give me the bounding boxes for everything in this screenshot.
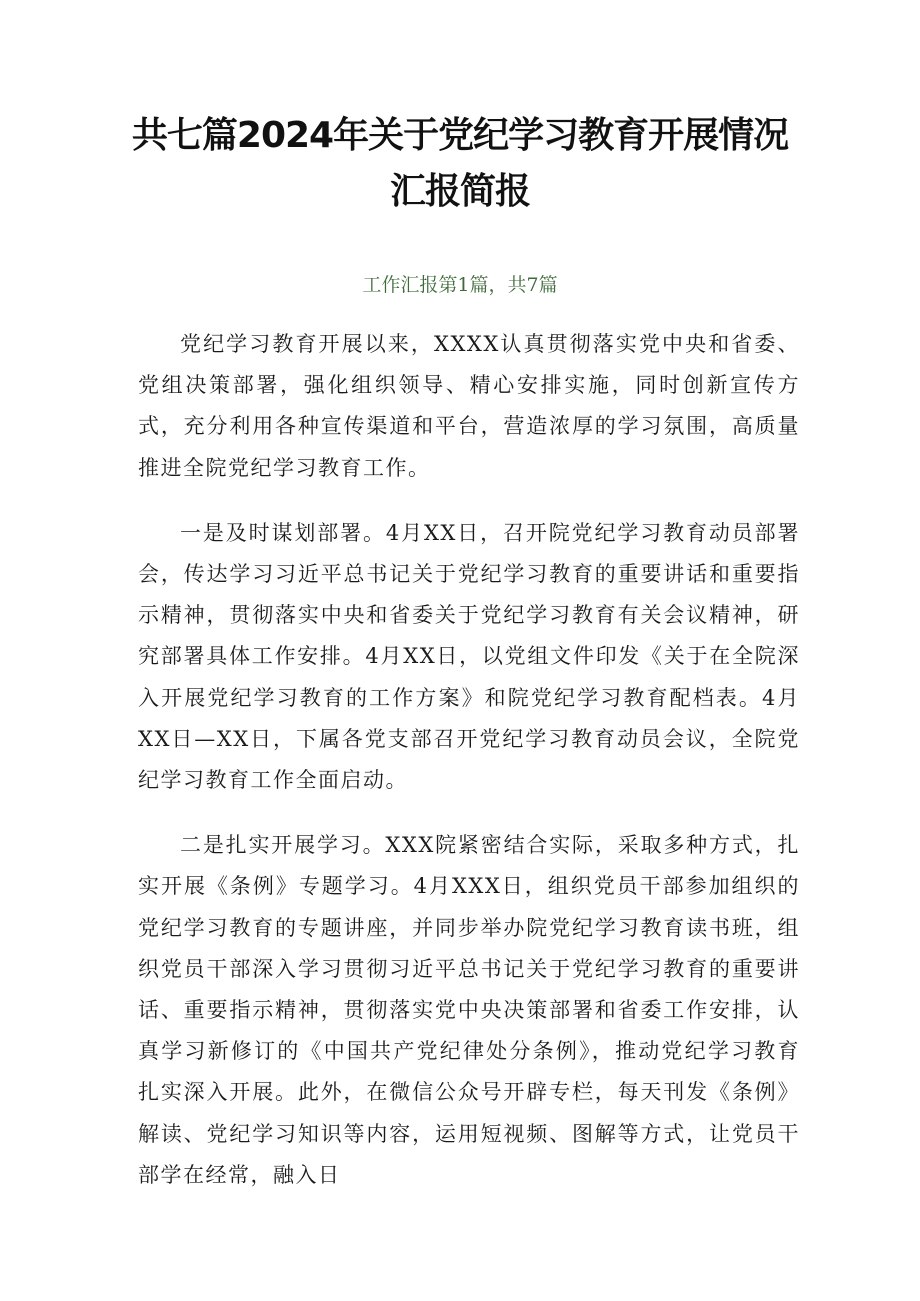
document-title [100,108,820,220]
paragraph-study: 二是扎实开展学习。XXX院紧密结合实际，采取多种方式，扎实开展《条例》专题学习。4月XXX日，组织党员干部参加组织的党纪学习教育的专题讲座，并同步举办院党纪学习教育读书班，组织党员干部深入学习贯彻习近平总书记关于党纪学习教育的重要讲话、重要指示精神，贯彻落实党中央决策部署和省委工作安排，认真学习新修订的《中国共产党纪律处分条例》，推动党纪学习教育扎实深入开展。此外，在微信公众号开辟专栏，每天刊发《条例》解读、党纪学习知识等内容，运用短视频、图解等方式，让党员干部学在经常，融入日 [138,833,800,1187]
document-body [138,324,800,1220]
paragraph-intro: 党纪学习教育开展以来，XXXX认真贯彻落实党中央和省委、党组决策部署，强化组织领导、精心安排实施，同时创新宣传方式，充分利用各种宣传渠道和平台，营造浓厚的学习氛围，高质量推进全院党纪学习教育工作。 [138,332,800,480]
document-subtitle: 工作汇报第1篇，共7篇 [362,274,558,296]
paragraph-planning: 一是及时谋划部署。4月XX日，召开院党纪学习教育动员部署会，传达学习习近平总书记关于党纪学习教育的重要讲话和重要指示精神，贯彻落实中央和省委关于党纪学习教育有关会议精神，研究部署具体工作安排。4月XX日，以党组文件印发《关于在全院深入开展党纪学习教育的工作方案》和院党纪学习教育配档表。4月XX日—XX日，下属各党支部召开党纪学习教育动员会议，全院党纪学习教育工作全面启动。 [138,520,800,793]
document-title-line-1: 共七篇2024年关于党纪学习教育开展情况 [131,115,789,156]
document-title-line-2: 汇报简报 [389,171,530,212]
